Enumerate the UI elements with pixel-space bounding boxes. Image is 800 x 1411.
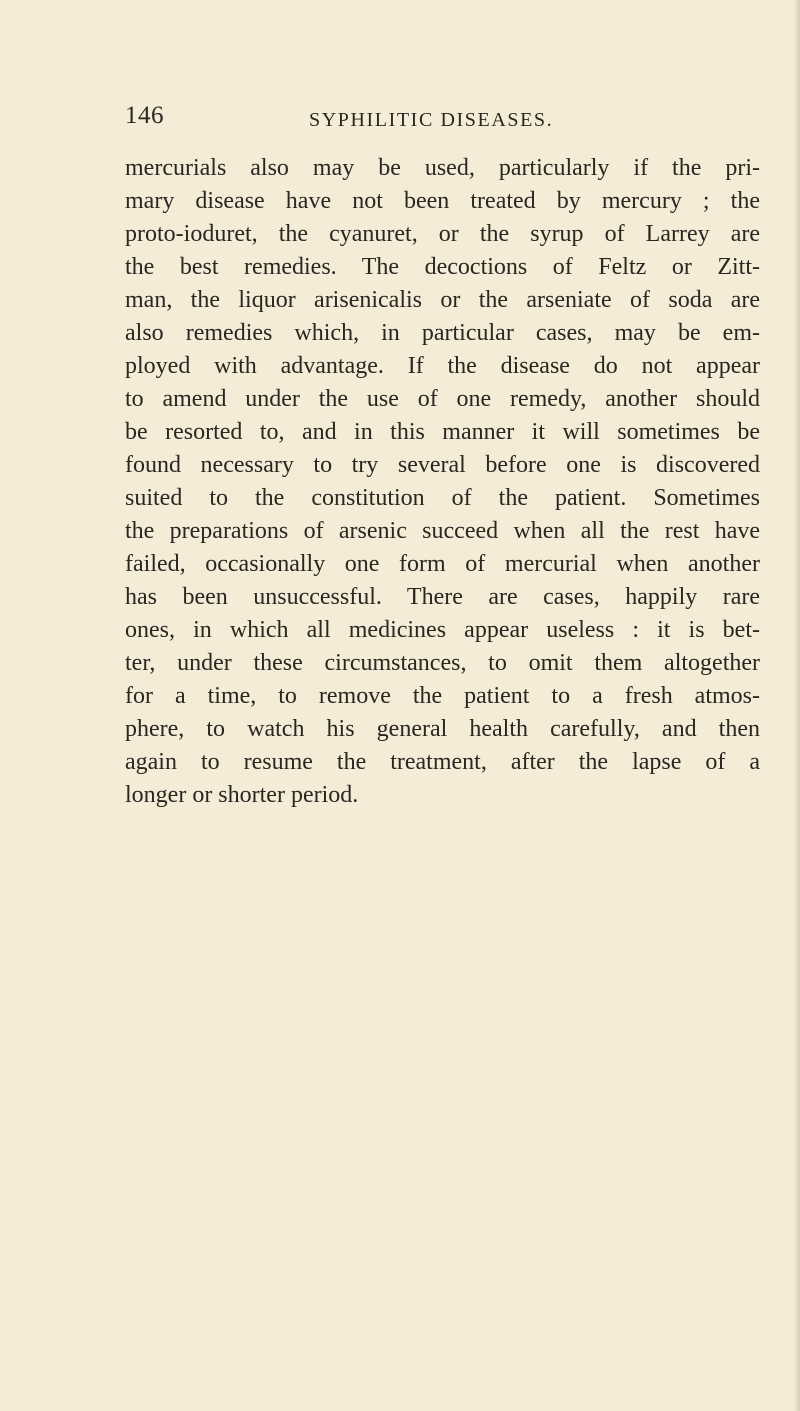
text-line: has been unsuccessful. There are cases, happily rare: [125, 584, 760, 610]
running-head: SYPHILITIC DISEASES.: [309, 109, 554, 131]
text-line: mary disease have not been treated by mercury ; the: [125, 188, 760, 214]
text-line: the best remedies. The decoctions of Feltz or Zitt-: [125, 254, 760, 280]
text-line: be resorted to, and in this manner it will sometimes be: [125, 419, 760, 445]
text-line: also remedies which, in particular cases, may be em-: [125, 320, 760, 346]
text-line: the preparations of arsenic succeed when all the rest have: [125, 518, 760, 544]
text-line: ter, under these circumstances, to omit them altogether: [125, 650, 760, 676]
text-line: proto-ioduret, the cyanuret, or the syrup of Larrey are: [125, 221, 760, 247]
page-edge-shadow: [794, 0, 800, 1411]
text-line: to amend under the use of one remedy, another should: [125, 386, 760, 412]
page-number: 146: [125, 102, 164, 129]
body-paragraph: [125, 152, 760, 812]
text-line: again to resume the treatment, after the lapse of a: [125, 749, 760, 775]
text-line: ployed with advantage. If the disease do not appear: [125, 353, 760, 379]
text-line: failed, occasionally one form of mercurial when another: [125, 551, 760, 577]
text-line: phere, to watch his general health carefully, and then: [125, 716, 760, 742]
text-line: man, the liquor arisenicalis or the arseniate of soda are: [125, 287, 760, 313]
text-line: suited to the constitution of the patient. Sometimes: [125, 485, 760, 511]
text-line: mercurials also may be used, particularly if the pri-: [125, 155, 760, 181]
text-line: for a time, to remove the patient to a fresh atmos-: [125, 683, 760, 709]
text-line: longer or shorter period.: [125, 782, 359, 808]
text-line: ones, in which all medicines appear useless : it is bet-: [125, 617, 760, 643]
text-line: found necessary to try several before one is discovered: [125, 452, 760, 478]
